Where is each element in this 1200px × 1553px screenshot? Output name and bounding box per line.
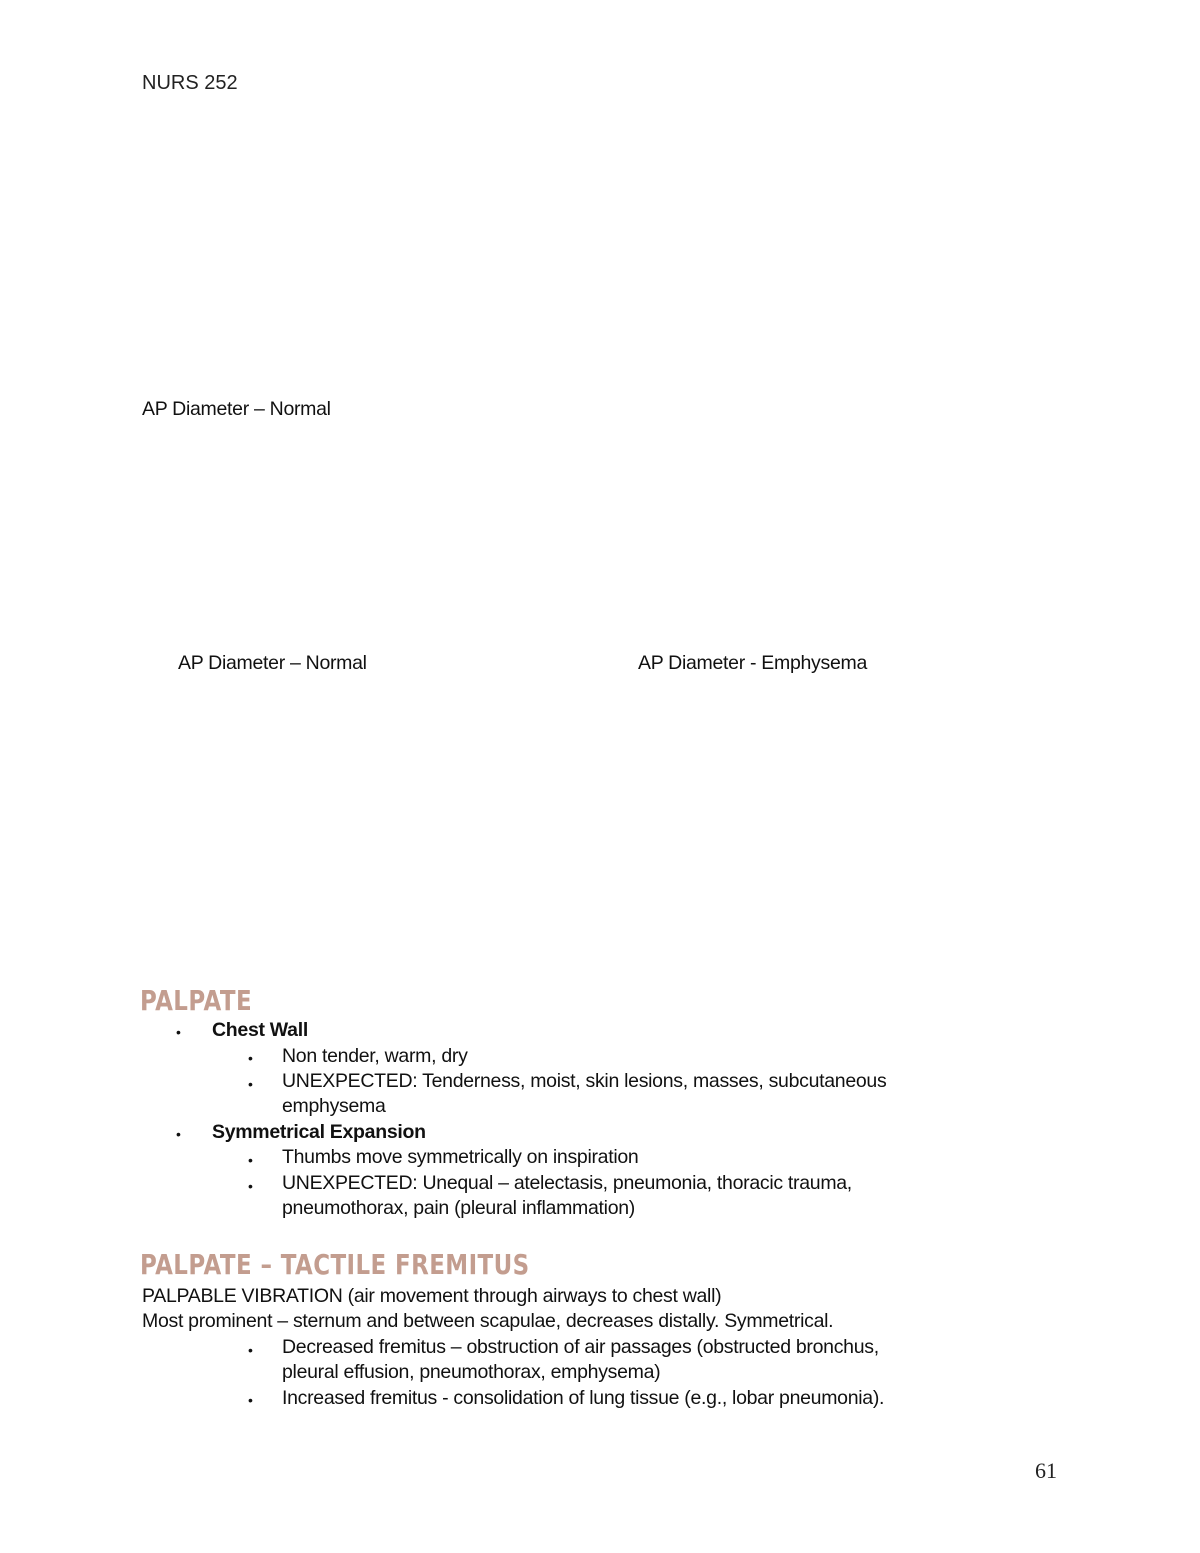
course-header: NURS 252	[142, 72, 238, 94]
bullet-icon: •	[248, 1392, 253, 1408]
bullet-icon: •	[248, 1152, 253, 1168]
list-item-decreased-fremitus-cont: pleural effusion, pneumothorax, emphysema)	[282, 1361, 661, 1383]
caption-ap-normal-top: AP Diameter – Normal	[142, 398, 331, 420]
sub-item-thumbs: Thumbs move symmetrically on inspiration	[282, 1146, 639, 1168]
sub-item-unexpected-expansion: UNEXPECTED: Unequal – atelectasis, pneumonia, thoracic trauma,	[282, 1172, 852, 1194]
section-heading-palpate: PALPATE	[140, 984, 253, 1017]
page-number: 61	[1035, 1458, 1057, 1483]
bullet-icon: •	[248, 1342, 253, 1358]
caption-ap-emphysema: AP Diameter - Emphysema	[638, 652, 867, 674]
bullet-icon: •	[248, 1076, 253, 1092]
list-item-chest-wall: Chest Wall	[212, 1019, 308, 1041]
paragraph-palpable-vibration: PALPABLE VIBRATION (air movement through airways to chest wall)	[142, 1285, 722, 1307]
bullet-icon: •	[176, 1126, 181, 1142]
list-item-decreased-fremitus: Decreased fremitus – obstruction of air passages (obstructed bronchus,	[282, 1336, 879, 1358]
sub-item-unexpected-chest: UNEXPECTED: Tenderness, moist, skin lesions, masses, subcutaneous	[282, 1070, 887, 1092]
bullet-icon: •	[176, 1024, 181, 1040]
sub-item-non-tender: Non tender, warm, dry	[282, 1045, 468, 1067]
paragraph-most-prominent: Most prominent – sternum and between scapulae, decreases distally. Symmetrical.	[142, 1310, 834, 1332]
sub-item-unexpected-expansion-cont: pneumothorax, pain (pleural inflammation)	[282, 1197, 635, 1219]
list-item-symmetrical-expansion: Symmetrical Expansion	[212, 1121, 426, 1143]
bullet-icon: •	[248, 1178, 253, 1194]
bullet-icon: •	[248, 1050, 253, 1066]
sub-item-unexpected-chest-cont: emphysema	[282, 1095, 386, 1117]
list-item-increased-fremitus: Increased fremitus - consolidation of lung tissue (e.g., lobar pneumonia).	[282, 1387, 885, 1409]
caption-ap-normal: AP Diameter – Normal	[178, 652, 367, 674]
section-heading-tactile-fremitus: PALPATE – TACTILE FREMITUS	[140, 1248, 530, 1281]
